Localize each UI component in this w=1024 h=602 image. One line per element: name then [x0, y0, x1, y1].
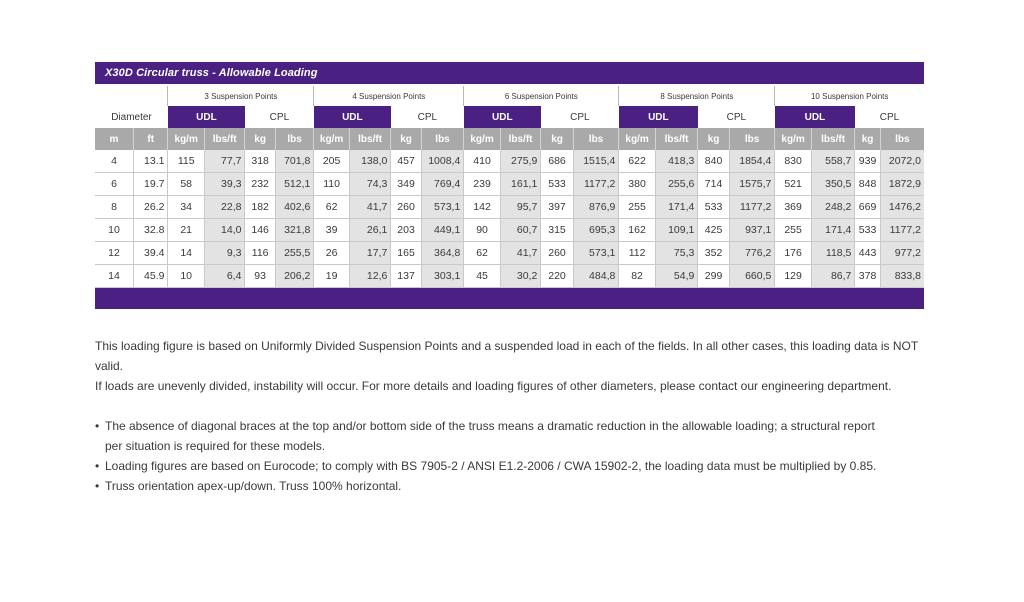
- table-row: [95, 173, 924, 196]
- table-cell: 8: [95, 196, 134, 219]
- bullet-icon: •: [95, 419, 100, 433]
- unit-header-cell: kg: [391, 128, 421, 150]
- table-cell: 129: [775, 265, 811, 288]
- bullet-icon: •: [95, 459, 100, 473]
- table-cell: 686: [541, 150, 573, 173]
- table-cell: 30,2: [500, 265, 541, 288]
- table-cell: 449,1: [421, 219, 464, 242]
- table-cell: 13.1: [134, 150, 168, 173]
- table-cell: 318: [245, 150, 275, 173]
- table-cell: 425: [698, 219, 729, 242]
- group-label: 8 Suspension Points: [619, 86, 775, 106]
- table-cell: 137: [391, 265, 421, 288]
- table-cell: 9,3: [204, 242, 245, 265]
- table-cell: 622: [619, 150, 655, 173]
- table-cell: 1515,4: [573, 150, 619, 173]
- table-cell: 255,6: [655, 173, 698, 196]
- note-bullet-2-text: Loading figures are based on Eurocode; to comply with BS 7905-2 / ANSI E1.2-2006 / CWA 15902-2, the loading data must be multiplied by 0.85.: [105, 459, 877, 473]
- table-cell: 161,1: [500, 173, 541, 196]
- table-cell: 110: [314, 173, 349, 196]
- unit-header-cell: lbs/ft: [349, 128, 391, 150]
- table-cell: 77,7: [204, 150, 245, 173]
- table-cell: 255: [619, 196, 655, 219]
- table-cell: 299: [698, 265, 729, 288]
- table-cell: 14,0: [204, 219, 245, 242]
- table-cell: 12: [95, 242, 134, 265]
- table-cell: 364,8: [421, 242, 464, 265]
- table-cell: 701,8: [275, 150, 314, 173]
- unit-header-cell: kg: [698, 128, 729, 150]
- table-cell: 937,1: [729, 219, 775, 242]
- diameter-label: Diameter: [111, 111, 152, 123]
- table-cell: 14: [95, 265, 134, 288]
- unit-header-cell: lbs/ft: [811, 128, 855, 150]
- unit-header-cell: kg/m: [775, 128, 811, 150]
- table-cell: 165: [391, 242, 421, 265]
- table-cell: 54,9: [655, 265, 698, 288]
- table-cell: 352: [698, 242, 729, 265]
- table-cell: 171,4: [811, 219, 855, 242]
- table-cell: 275,9: [500, 150, 541, 173]
- table-cell: 41,7: [349, 196, 391, 219]
- table-cell: 39: [314, 219, 349, 242]
- table-cell: 146: [245, 219, 275, 242]
- table-cell: 74,3: [349, 173, 391, 196]
- suspension-points-header-row: [95, 86, 924, 106]
- unit-header-cell: kg/m: [168, 128, 204, 150]
- table-title: X30D Circular truss - Allowable Loading: [95, 62, 924, 84]
- table-cell: 350,5: [811, 173, 855, 196]
- table-cell: 39.4: [134, 242, 168, 265]
- note-bullet-2: [95, 456, 935, 476]
- table-cell: 695,3: [573, 219, 619, 242]
- table-cell: 2072,0: [880, 150, 924, 173]
- table-cell: 558,7: [811, 150, 855, 173]
- table-cell: 939: [855, 150, 880, 173]
- cpl-label: CPL: [698, 106, 775, 128]
- table-cell: 220: [541, 265, 573, 288]
- table-cell: 203: [391, 219, 421, 242]
- table-cell: 12,6: [349, 265, 391, 288]
- table-cell: 255,5: [275, 242, 314, 265]
- table-cell: 75,3: [655, 242, 698, 265]
- cpl-label: CPL: [391, 106, 464, 128]
- note-bullet-3-text: Truss orientation apex-up/down. Truss 100% horizontal.: [105, 479, 402, 493]
- table-cell: 162: [619, 219, 655, 242]
- table-cell: 26.2: [134, 196, 168, 219]
- table-cell: 19.7: [134, 173, 168, 196]
- note-bullet-1: [95, 416, 935, 436]
- table-cell: 1008,4: [421, 150, 464, 173]
- table-cell: 171,4: [655, 196, 698, 219]
- table-cell: 533: [855, 219, 880, 242]
- note-bullet-1-line-1: The absence of diagonal braces at the top and/or bottom side of the truss means a dramatic reduction in the allowable loading; a structural report: [105, 419, 875, 433]
- table-cell: 4: [95, 150, 134, 173]
- table-cell: 239: [464, 173, 500, 196]
- unit-header-cell: lbs: [275, 128, 314, 150]
- table-cell: 93: [245, 265, 275, 288]
- unit-header-cell: kg: [855, 128, 880, 150]
- loading-table: [95, 86, 924, 288]
- table-cell: 232: [245, 173, 275, 196]
- table-cell: 714: [698, 173, 729, 196]
- table-cell: 573,1: [421, 196, 464, 219]
- table-cell: 977,2: [880, 242, 924, 265]
- udl-label: UDL: [168, 106, 245, 128]
- table-cell: 109,1: [655, 219, 698, 242]
- table-cell: 90: [464, 219, 500, 242]
- unit-header-cell: lbs: [880, 128, 924, 150]
- group-label: 6 Suspension Points: [464, 86, 619, 106]
- table-cell: 1575,7: [729, 173, 775, 196]
- unit-header-cell: lbs: [421, 128, 464, 150]
- table-cell: 848: [855, 173, 880, 196]
- table-cell: 39,3: [204, 173, 245, 196]
- table-cell: 58: [168, 173, 204, 196]
- table-cell: 660,5: [729, 265, 775, 288]
- unit-header-cell: lbs/ft: [655, 128, 698, 150]
- table-cell: 443: [855, 242, 880, 265]
- unit-header-cell: kg/m: [464, 128, 500, 150]
- table-cell: 512,1: [275, 173, 314, 196]
- table-cell: 26: [314, 242, 349, 265]
- table-cell: 21: [168, 219, 204, 242]
- table-cell: 573,1: [573, 242, 619, 265]
- unit-header-cell: kg/m: [619, 128, 655, 150]
- table-cell: 1476,2: [880, 196, 924, 219]
- table-cell: 116: [245, 242, 275, 265]
- table-cell: 45.9: [134, 265, 168, 288]
- table-cell: 60,7: [500, 219, 541, 242]
- table-cell: 176: [775, 242, 811, 265]
- cpl-label: CPL: [541, 106, 619, 128]
- table-cell: 484,8: [573, 265, 619, 288]
- table-row: [95, 242, 924, 265]
- table-cell: 142: [464, 196, 500, 219]
- unit-header-cell: m: [95, 128, 134, 150]
- intro-text-line-2: If loads are unevenly divided, instability will occur. For more details and loading figures of other diameters, please contact our engineering department.: [95, 379, 892, 393]
- table-cell: 255: [775, 219, 811, 242]
- table-footer-bar: [95, 288, 924, 309]
- table-cell: 1177,2: [880, 219, 924, 242]
- table-cell: 6,4: [204, 265, 245, 288]
- table-cell: 380: [619, 173, 655, 196]
- table-cell: 41,7: [500, 242, 541, 265]
- table-cell: 10: [168, 265, 204, 288]
- table-cell: 206,2: [275, 265, 314, 288]
- table-cell: 14: [168, 242, 204, 265]
- table-cell: 378: [855, 265, 880, 288]
- table-cell: 95,7: [500, 196, 541, 219]
- note-bullet-3: [95, 476, 935, 496]
- table-cell: 1854,4: [729, 150, 775, 173]
- table-cell: 45: [464, 265, 500, 288]
- table-row: [95, 265, 924, 288]
- table-cell: 138,0: [349, 150, 391, 173]
- table-cell: 86,7: [811, 265, 855, 288]
- table-cell: 402,6: [275, 196, 314, 219]
- table-cell: 1177,2: [729, 196, 775, 219]
- table-cell: 205: [314, 150, 349, 173]
- table-cell: 17,7: [349, 242, 391, 265]
- table-cell: 833,8: [880, 265, 924, 288]
- udl-label: UDL: [775, 106, 855, 128]
- table-cell: 10: [95, 219, 134, 242]
- table-cell: 521: [775, 173, 811, 196]
- table-cell: 6: [95, 173, 134, 196]
- unit-header-cell: kg: [541, 128, 573, 150]
- table-cell: 303,1: [421, 265, 464, 288]
- table-cell: 410: [464, 150, 500, 173]
- load-type-header-row: [95, 106, 924, 128]
- table-cell: 1872,9: [880, 173, 924, 196]
- table-cell: 876,9: [573, 196, 619, 219]
- notes-section: [95, 336, 935, 496]
- table-cell: 840: [698, 150, 729, 173]
- table-row: [95, 150, 924, 173]
- unit-header-cell: lbs/ft: [500, 128, 541, 150]
- units-header-row: [95, 128, 924, 150]
- table-cell: 26,1: [349, 219, 391, 242]
- table-cell: 248,2: [811, 196, 855, 219]
- table-cell: 830: [775, 150, 811, 173]
- table-cell: 776,2: [729, 242, 775, 265]
- table-row: [95, 219, 924, 242]
- table-cell: 32.8: [134, 219, 168, 242]
- cpl-label: CPL: [245, 106, 314, 128]
- table-cell: 369: [775, 196, 811, 219]
- table-cell: 182: [245, 196, 275, 219]
- diameter-header-spacer: [95, 86, 168, 106]
- table-cell: 118,5: [811, 242, 855, 265]
- unit-header-cell: lbs: [729, 128, 775, 150]
- table-cell: 533: [698, 196, 729, 219]
- table-cell: 397: [541, 196, 573, 219]
- group-label: 3 Suspension Points: [168, 86, 314, 106]
- table-cell: 533: [541, 173, 573, 196]
- bullet-icon: •: [95, 479, 100, 493]
- udl-label: UDL: [619, 106, 698, 128]
- table-cell: 112: [619, 242, 655, 265]
- group-label: 4 Suspension Points: [314, 86, 464, 106]
- table-cell: 457: [391, 150, 421, 173]
- unit-header-cell: kg: [245, 128, 275, 150]
- table-cell: 62: [314, 196, 349, 219]
- table-cell: 1177,2: [573, 173, 619, 196]
- table-cell: 34: [168, 196, 204, 219]
- udl-label: UDL: [464, 106, 541, 128]
- table-cell: 260: [541, 242, 573, 265]
- table-cell: 19: [314, 265, 349, 288]
- table-cell: 349: [391, 173, 421, 196]
- table-cell: 115: [168, 150, 204, 173]
- table-row: [95, 196, 924, 219]
- table-cell: 82: [619, 265, 655, 288]
- table-cell: 418,3: [655, 150, 698, 173]
- table-cell: 22,8: [204, 196, 245, 219]
- table-cell: 315: [541, 219, 573, 242]
- note-bullet-1-line-2: per situation is required for these models.: [105, 439, 326, 453]
- intro-text-line-1: This loading figure is based on Uniformly Divided Suspension Points and a suspended load in each of the fields. In all other cases, this loading data is NOT valid.: [95, 339, 918, 373]
- unit-header-cell: kg/m: [314, 128, 349, 150]
- table-cell: 769,4: [421, 173, 464, 196]
- table-cell: 669: [855, 196, 880, 219]
- cpl-label: CPL: [855, 106, 924, 128]
- table-cell: 260: [391, 196, 421, 219]
- unit-header-cell: lbs: [573, 128, 619, 150]
- unit-header-cell: ft: [134, 128, 168, 150]
- udl-label: UDL: [314, 106, 391, 128]
- table-cell: 321,8: [275, 219, 314, 242]
- table-cell: 62: [464, 242, 500, 265]
- unit-header-cell: lbs/ft: [204, 128, 245, 150]
- group-label: 10 Suspension Points: [775, 86, 924, 106]
